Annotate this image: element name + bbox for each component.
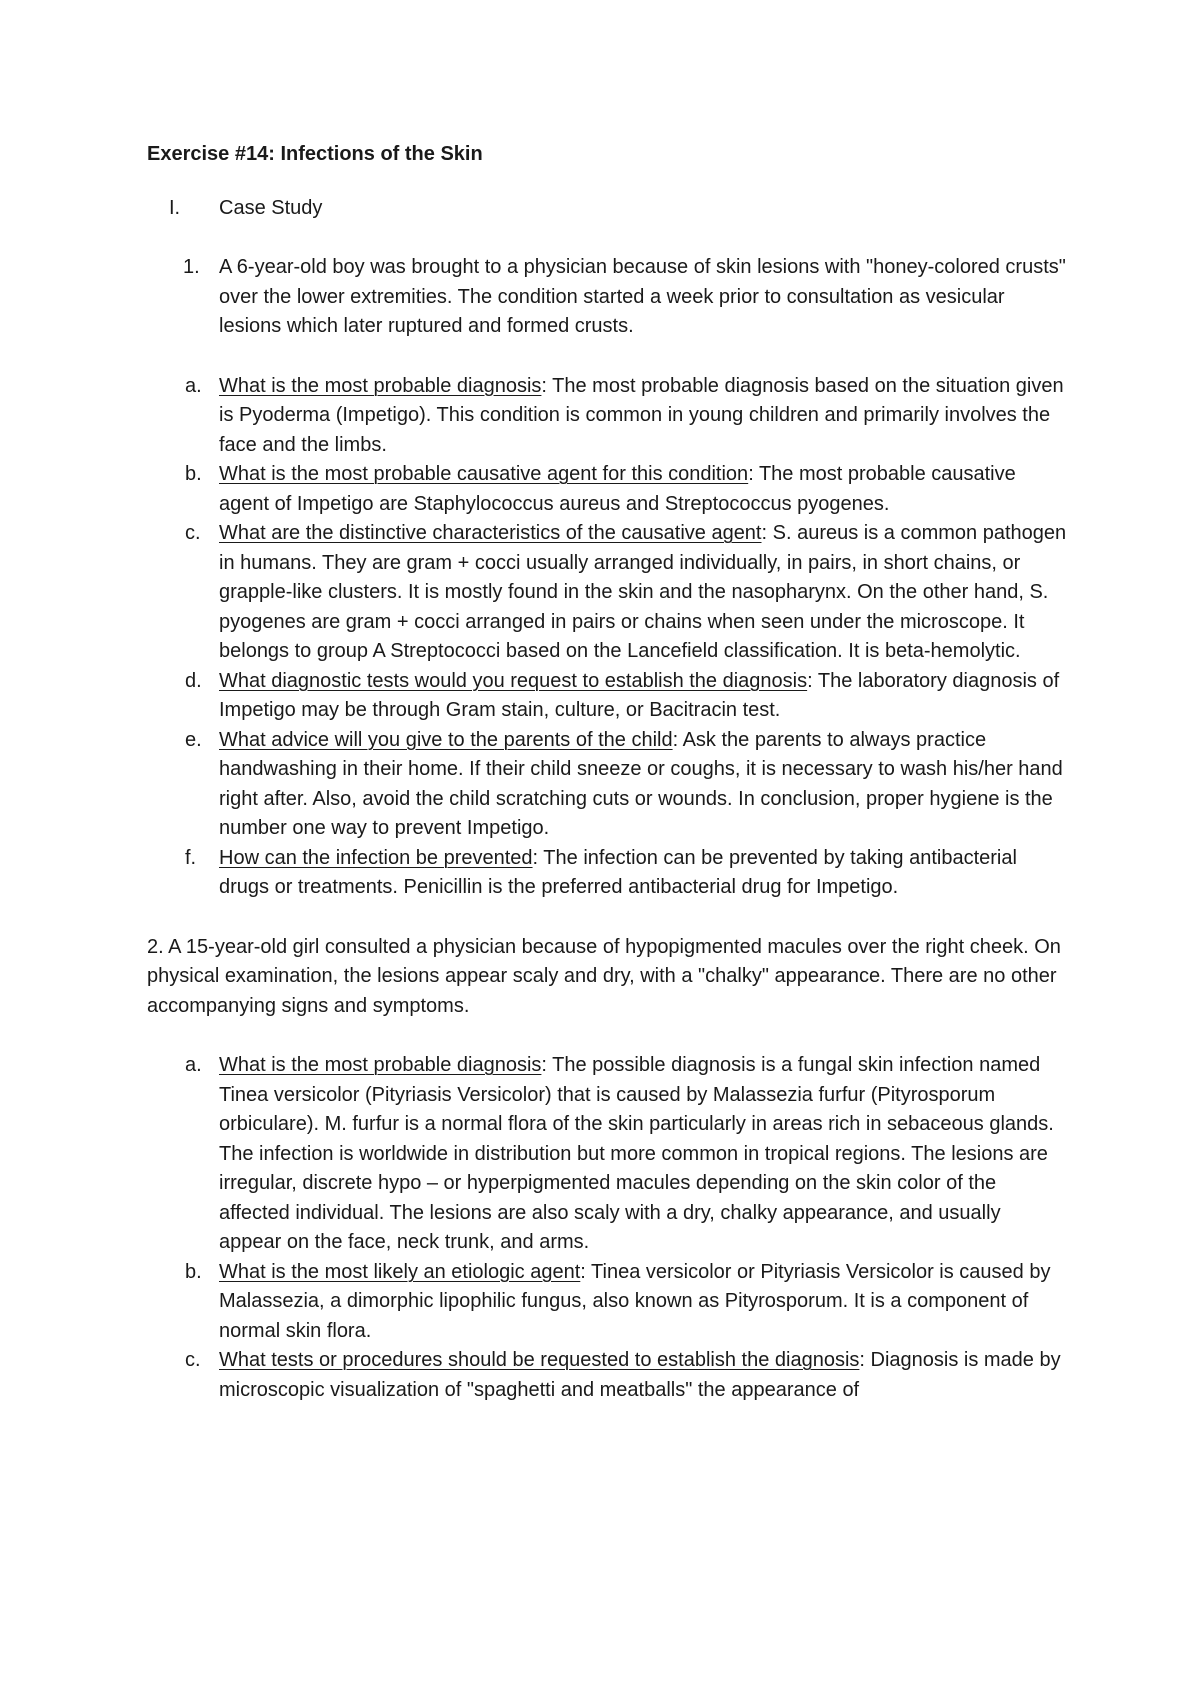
document-title: Exercise #14: Infections of the Skin <box>147 143 483 165</box>
question-text: What advice will you give to the parents of the child <box>219 728 673 751</box>
question-text: What tests or procedures should be requested to establish the diagnosis <box>219 1349 860 1371</box>
question-text: What is the most probable diagnosis <box>219 374 542 397</box>
document-body <box>147 140 1067 1435</box>
question-marker: e. <box>185 728 202 751</box>
question-text: What is the most probable diagnosis <box>219 1054 542 1076</box>
section-marker: I. <box>169 196 181 219</box>
answer-text: : The possible diagnosis is a fungal skin infection named Tinea versicolor (Pityriasis Versicolor) that is caused by Malassezia furfur (Pityrosporum orbiculare). M. furfur is a normal flora of the skin particularly in areas rich in sebaceous glands. The infection is worldwide in distribution but more common in tropical regions. The lesions are irregular, discrete hypo – or hyperpigmented macules depending on the skin color of the affected individual. The lesions are also scaly with a dry, chalky appearance, and usually appear on the face, neck trunk, and arms. <box>219 1054 1054 1253</box>
section-heading <box>147 194 1067 224</box>
answer-text: : Diagnosis is made by microscopic visualization of "spaghetti and meatballs" the appearance of <box>219 1349 1061 1401</box>
case-1-question-e <box>147 726 1067 844</box>
case-1-marker: 1. <box>183 256 200 278</box>
question-marker: c. <box>185 522 201 544</box>
question-text: What is the most likely an etiologic agent <box>219 1260 581 1283</box>
question-marker: d. <box>185 669 202 692</box>
question-marker: a. <box>185 1054 202 1076</box>
answer-text: : S. aureus is a common pathogen in humans. They are gram + cocci usually arranged individually, in pairs, in short chains, or grapple-like clusters. It is mostly found in the skin and the nasopharynx. On the other hand, S. pyogenes are gram + cocci arranged in pairs or chains when seen under the microscope. It belongs to group A Streptococci based on the Lancefield classification. It is beta-hemolytic. <box>219 522 1067 662</box>
question-text: What is the most probable causative agent for this condition <box>219 463 749 485</box>
answer-text: : Tinea versicolor or Pityriasis Versicolor is caused by Malassezia, a dimorphic lipophilic fungus, also known as Pityrosporum. It is a component of normal skin flora. <box>219 1260 1051 1342</box>
answer-text: : The infection can be prevented by taking antibacterial drugs or treatments. Penicillin is the preferred antibacterial drug for Impetigo. <box>219 846 1017 898</box>
case-1-question-d <box>147 667 1067 726</box>
case-2-question-a <box>147 1051 1067 1258</box>
case-2-question-c <box>147 1346 1067 1405</box>
question-text: What are the distinctive characteristics of the causative agent <box>219 522 762 544</box>
case-2-intro: 2. A 15-year-old girl consulted a physician because of hypopigmented macules over the right cheek. On physical examination, the lesions appear scaly and dry, with a "chalky" appearance. There are no other accompanying signs and symptoms. <box>147 935 1061 1017</box>
answer-text: : The most probable diagnosis based on the situation given is Pyoderma (Impetigo). This condition is common in young children and primarily involves the face and the limbs. <box>219 374 1064 456</box>
question-text: What diagnostic tests would you request to establish the diagnosis <box>219 669 808 692</box>
answer-text: : The most probable causative agent of Impetigo are Staphylococcus aureus and Streptococcus pyogenes. <box>219 463 1016 515</box>
case-1-question-a <box>147 372 1067 461</box>
question-text: How can the infection be prevented <box>219 846 533 869</box>
case-1-question-f <box>147 844 1067 903</box>
answer-text: : Ask the parents to always practice handwashing in their home. If their child sneeze or coughs, it is necessary to wash his/her hand right after. Also, avoid the child scratching cuts or wounds. In conclusion, proper hygiene is the number one way to prevent Impetigo. <box>219 728 1063 839</box>
question-marker: f. <box>185 846 197 869</box>
case-1-intro <box>147 253 1067 342</box>
question-marker: b. <box>185 1260 202 1283</box>
case-2-question-b <box>147 1258 1067 1347</box>
question-marker: b. <box>185 463 202 485</box>
section-label: Case Study <box>219 196 323 219</box>
case-1-question-b <box>147 460 1067 519</box>
case-1-questions <box>147 372 1067 903</box>
question-marker: a. <box>185 374 202 397</box>
case-1-question-c <box>147 519 1067 667</box>
case-2-questions <box>147 1051 1067 1405</box>
question-marker: c. <box>185 1349 201 1371</box>
answer-text: : The laboratory diagnosis of Impetigo may be through Gram stain, culture, or Bacitracin test. <box>219 669 1060 721</box>
case-1-text: A 6-year-old boy was brought to a physician because of skin lesions with "honey-colored crusts" over the lower extremities. The condition started a week prior to consultation as vesicular lesions which later ruptured and formed crusts. <box>219 256 1066 337</box>
